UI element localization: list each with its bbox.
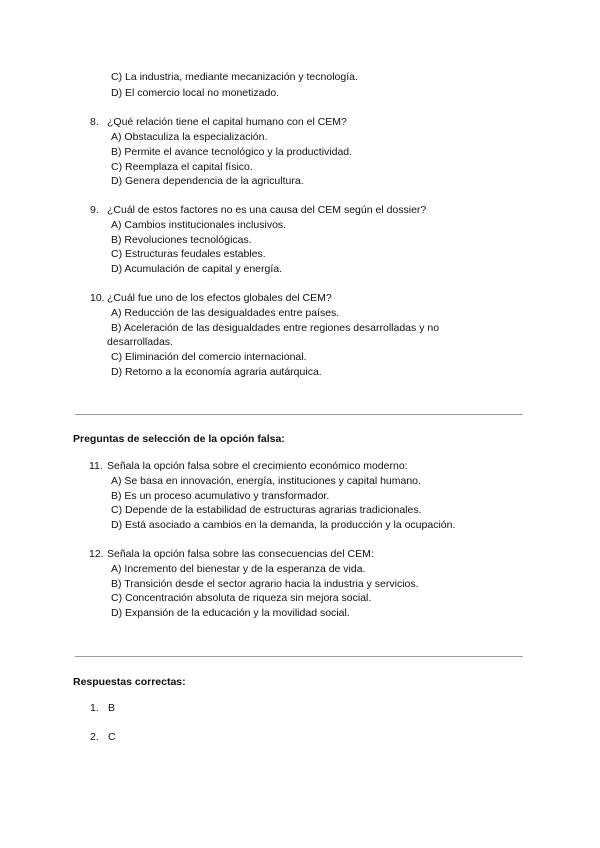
question-8-text: ¿Qué relación tiene el capital humano con el CEM? bbox=[107, 116, 347, 128]
question-8-number: 8. bbox=[90, 116, 99, 128]
option-10b-continued: desarrolladas. bbox=[107, 336, 173, 348]
option-11d: D) Está asociado a cambios en la demanda, la producción y la ocupación. bbox=[111, 519, 456, 531]
option-10a: A) Reducción de las desigualdades entre países. bbox=[111, 307, 340, 319]
question-9-text: ¿Cuál de estos factores no es una causa del CEM según el dossier? bbox=[107, 204, 427, 216]
option-12d: D) Expansión de la educación y la movilidad social. bbox=[111, 607, 350, 619]
option-8b: B) Permite el avance tecnológico y la productividad. bbox=[111, 146, 353, 158]
answer-1-letter: B bbox=[108, 702, 116, 714]
section-divider bbox=[75, 414, 523, 415]
question-10-number: 10. bbox=[90, 292, 105, 304]
answer-1-number: 1. bbox=[90, 702, 99, 714]
answers-heading: Respuestas correctas: bbox=[73, 676, 186, 688]
question-11-number: 11. bbox=[89, 460, 103, 472]
option-12c: C) Concentración absoluta de riqueza sin mejora social. bbox=[111, 592, 372, 604]
option-11c: C) Depende de la estabilidad de estructuras agrarias tradicionales. bbox=[111, 504, 422, 516]
option-7d: D) El comercio local no monetizado. bbox=[111, 87, 280, 99]
answer-2-number: 2. bbox=[90, 731, 99, 743]
option-9d: D) Acumulación de capital y energía. bbox=[111, 263, 283, 275]
option-10b: B) Aceleración de las desigualdades entre regiones desarrolladas y no bbox=[111, 322, 440, 334]
option-12a: A) Incremento del bienestar y de la esperanza de vida. bbox=[111, 563, 366, 575]
question-12-text: Señala la opción falsa sobre las consecuencias del CEM: bbox=[107, 548, 374, 560]
option-11a: A) Se basa en innovación, energía, instituciones y capital humano. bbox=[111, 475, 421, 487]
option-11b: B) Es un proceso acumulativo y transformador. bbox=[111, 490, 330, 502]
question-12-number: 12. bbox=[89, 548, 104, 560]
option-8d: D) Genera dependencia de la agricultura. bbox=[111, 175, 304, 187]
question-10-text: ¿Cuál fue uno de los efectos globales del CEM? bbox=[107, 292, 332, 304]
question-9-number: 9. bbox=[90, 204, 99, 216]
answer-2-letter: C bbox=[108, 731, 116, 743]
option-9c: C) Estructuras feudales estables. bbox=[111, 248, 266, 260]
option-10d: D) Retorno a la economía agraria autárquica. bbox=[111, 366, 322, 378]
option-8c: C) Reemplaza el capital físico. bbox=[111, 161, 253, 173]
option-12b: B) Transición desde el sector agrario hacia la industria y servicios. bbox=[111, 578, 419, 590]
option-8a: A) Obstaculiza la especialización. bbox=[111, 131, 268, 143]
question-11-text: Señala la opción falsa sobre el crecimiento económico moderno: bbox=[107, 460, 408, 472]
option-9a: A) Cambios institucionales inclusivos. bbox=[111, 219, 287, 231]
option-9b: B) Revoluciones tecnológicas. bbox=[111, 234, 252, 246]
false-section-heading: Preguntas de selección de la opción falsa: bbox=[73, 433, 285, 445]
option-7c: C) La industria, mediante mecanización y tecnología. bbox=[111, 71, 358, 83]
section-divider bbox=[75, 656, 523, 657]
option-10c: C) Eliminación del comercio internacional. bbox=[111, 351, 307, 363]
